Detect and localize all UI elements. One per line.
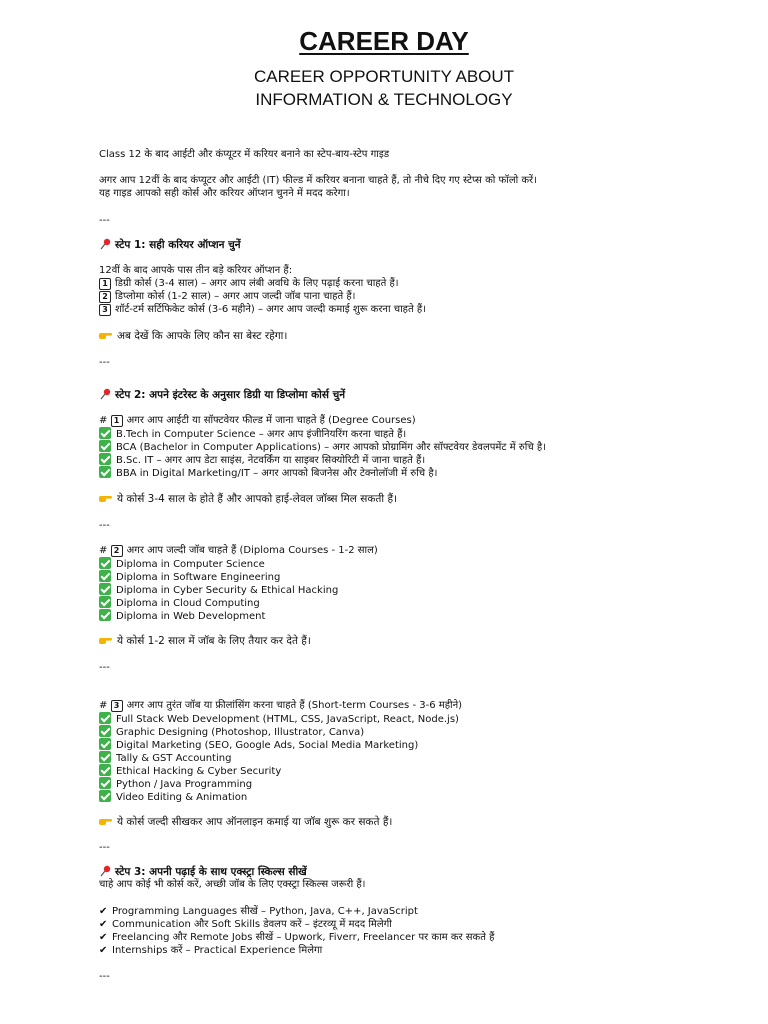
short-term-item: Video Editing & Animation	[99, 790, 247, 804]
step3-heading-row	[99, 865, 307, 879]
skill-item: ✔ Communication और Soft Skills डेवलप करें – इंटरव्यू में मदद मिलेगी	[99, 919, 392, 930]
number-3-icon: 3	[111, 700, 123, 712]
separator: ---	[99, 357, 110, 368]
step1-heading: स्टेप 1: सही करियर ऑप्शन चुनें	[115, 239, 241, 251]
intro-line2: अगर आप 12वीं के बाद कंप्यूटर और आईटी (IT) फील्ड में करियर बनाना चाहते हैं, तो नीचे दिए गए स्टेप्स को फॉलो करें।	[99, 175, 537, 186]
number-1-icon: 1	[99, 278, 111, 290]
number-2-icon: 2	[111, 545, 123, 557]
step2-heading-row	[99, 388, 345, 402]
separator: ---	[99, 520, 110, 531]
number-2-icon: 2	[99, 291, 111, 303]
checkmark-icon	[99, 427, 111, 439]
check-tick-icon: ✔	[99, 919, 108, 930]
short-term-heading: अगर आप तुरंत जॉब या फ्रीलांसिंग करना चाहते हैं (Short-term Courses - 3-6 महीने)	[126, 700, 463, 711]
page-subtitle-line1: CAREER OPPORTUNITY ABOUT	[253, 67, 515, 86]
diploma-item: Diploma in Software Engineering	[99, 570, 280, 584]
step3-heading: स्टेप 3: अपनी पढ़ाई के साथ एक्स्ट्रा स्किल्स सीखें	[115, 866, 307, 878]
diploma-item: Diploma in Computer Science	[99, 557, 265, 571]
degree-heading-row: # 1 अगर आप आईटी या सॉफ्टवेयर फील्ड में जाना चाहते हैं (Degree Courses)	[99, 415, 416, 426]
diploma-heading-row: # 2 अगर आप जल्दी जॉब चाहते हैं (Diploma Courses - 1-2 साल)	[99, 545, 378, 556]
degree-item: BCA (Bachelor in Computer Applications) – अगर आपको प्रोग्रामिंग और सॉफ्टवेयर डेवलपमेंट में रुचि है।	[99, 440, 546, 454]
step1-note-row	[99, 329, 287, 343]
intro-line3: यह गाइड आपको सही कोर्स और करियर ऑप्शन चुनने में मदद करेगा।	[99, 188, 350, 199]
checkmark-icon	[99, 583, 111, 595]
checkmark-icon	[99, 725, 111, 737]
diploma-note-row	[99, 634, 311, 648]
separator: ---	[99, 842, 110, 853]
pushpin-icon	[99, 238, 111, 250]
intro-line1: Class 12 के बाद आईटी और कंप्यूटर में करियर बनाने का स्टेप-बाय-स्टेप गाइड	[99, 149, 390, 160]
checkmark-icon	[99, 777, 111, 789]
checkmark-icon	[99, 712, 111, 724]
degree-note-row	[99, 492, 397, 506]
skill-item: ✔ Internships करें – Practical Experience मिलेगा	[99, 945, 323, 956]
number-1-icon: 1	[111, 415, 123, 427]
degree-item: B.Tech in Computer Science – अगर आप इंजीनियरिंग करना चाहते हैं।	[99, 427, 406, 441]
page-subtitle-line2: INFORMATION & TECHNOLOGY	[255, 90, 513, 109]
step1-heading-row	[99, 238, 241, 252]
diploma-item: Diploma in Cyber Security & Ethical Hacking	[99, 583, 338, 597]
check-tick-icon: ✔	[99, 906, 108, 917]
short-term-item: Graphic Designing (Photoshop, Illustrator, Canva)	[99, 725, 364, 739]
step3-lead: चाहे आप कोई भी कोर्स करें, अच्छी जॉब के लिए एक्स्ट्रा स्किल्स जरूरी हैं।	[99, 879, 366, 890]
checkmark-icon	[99, 790, 111, 802]
checkmark-icon	[99, 764, 111, 776]
check-tick-icon: ✔	[99, 932, 108, 943]
step1-item: 1 डिग्री कोर्स (3-4 साल) – अगर आप लंबी अवधि के लिए पढ़ाई करना चाहते हैं।	[99, 277, 399, 290]
separator: ---	[99, 662, 110, 673]
pointing-hand-icon	[99, 634, 112, 645]
number-3-icon: 3	[99, 304, 111, 316]
step1-item: 3 शॉर्ट-टर्म सर्टिफिकेट कोर्स (3-6 महीने) – अगर आप जल्दी कमाई शुरू करना चाहते हैं।	[99, 303, 426, 316]
checkmark-icon	[99, 596, 111, 608]
step1-lead: 12वीं के बाद आपके पास तीन बड़े करियर ऑप्शन हैं:	[99, 265, 293, 276]
checkmark-icon	[99, 738, 111, 750]
degree-heading: अगर आप आईटी या सॉफ्टवेयर फील्ड में जाना चाहते हैं (Degree Courses)	[126, 415, 416, 426]
step1-item: 2 डिप्लोमा कोर्स (1-2 साल) – अगर आप जल्दी जॉब पाना चाहते हैं।	[99, 290, 355, 303]
separator: ---	[99, 215, 110, 226]
short-term-heading-row: # 3 अगर आप तुरंत जॉब या फ्रीलांसिंग करना चाहते हैं (Short-term Courses - 3-6 महीने)	[99, 700, 463, 711]
pushpin-icon	[99, 388, 111, 400]
short-term-note: ये कोर्स जल्दी सीखकर आप ऑनलाइन कमाई या जॉब शुरू कर सकते हैं।	[117, 816, 393, 828]
degree-note: ये कोर्स 3-4 साल के होते हैं और आपको हाई-लेवल जॉब्स मिल सकती हैं।	[117, 493, 398, 505]
short-term-note-row	[99, 815, 392, 829]
skill-item: ✔ Programming Languages सीखें – Python, Java, C++, JavaScript	[99, 906, 418, 917]
checkmark-icon	[99, 751, 111, 763]
short-term-item: Full Stack Web Development (HTML, CSS, JavaScript, React, Node.js)	[99, 712, 459, 726]
short-term-item: Tally & GST Accounting	[99, 751, 231, 765]
checkmark-icon	[99, 453, 111, 465]
diploma-note: ये कोर्स 1-2 साल में जॉब के लिए तैयार कर देते हैं।	[117, 635, 311, 647]
checkmark-icon	[99, 570, 111, 582]
separator: ---	[99, 971, 110, 982]
check-tick-icon: ✔	[99, 945, 108, 956]
diploma-heading: अगर आप जल्दी जॉब चाहते हैं (Diploma Courses - 1-2 साल)	[126, 545, 378, 556]
pointing-hand-icon	[99, 492, 112, 503]
checkmark-icon	[99, 440, 111, 452]
checkmark-icon	[99, 466, 111, 478]
pointing-hand-icon	[99, 329, 112, 340]
checkmark-icon	[99, 609, 111, 621]
short-term-item: Digital Marketing (SEO, Google Ads, Social Media Marketing)	[99, 738, 418, 752]
short-term-item: Ethical Hacking & Cyber Security	[99, 764, 281, 778]
degree-item: BBA in Digital Marketing/IT – अगर आपको बिजनेस और टेक्नोलॉजी में रुचि है।	[99, 466, 437, 480]
skill-item: ✔ Freelancing और Remote Jobs सीखें – Upwork, Fiverr, Freelancer पर काम कर सकते हैं	[99, 932, 495, 943]
degree-item: B.Sc. IT – अगर आप डेटा साइंस, नेटवर्किंग या साइबर सिक्योरिटी में जाना चाहते हैं।	[99, 453, 425, 467]
step1-note: अब देखें कि आपके लिए कौन सा बेस्ट रहेगा।	[117, 330, 288, 342]
diploma-item: Diploma in Cloud Computing	[99, 596, 260, 610]
checkmark-icon	[99, 557, 111, 569]
diploma-item: Diploma in Web Development	[99, 609, 265, 623]
short-term-item: Python / Java Programming	[99, 777, 252, 791]
pointing-hand-icon	[99, 815, 112, 826]
page-title: CAREER DAY	[299, 26, 469, 56]
step2-heading: स्टेप 2: अपने इंटरेस्ट के अनुसार डिग्री या डिप्लोमा कोर्स चुनें	[115, 389, 346, 401]
pushpin-icon	[99, 865, 111, 877]
